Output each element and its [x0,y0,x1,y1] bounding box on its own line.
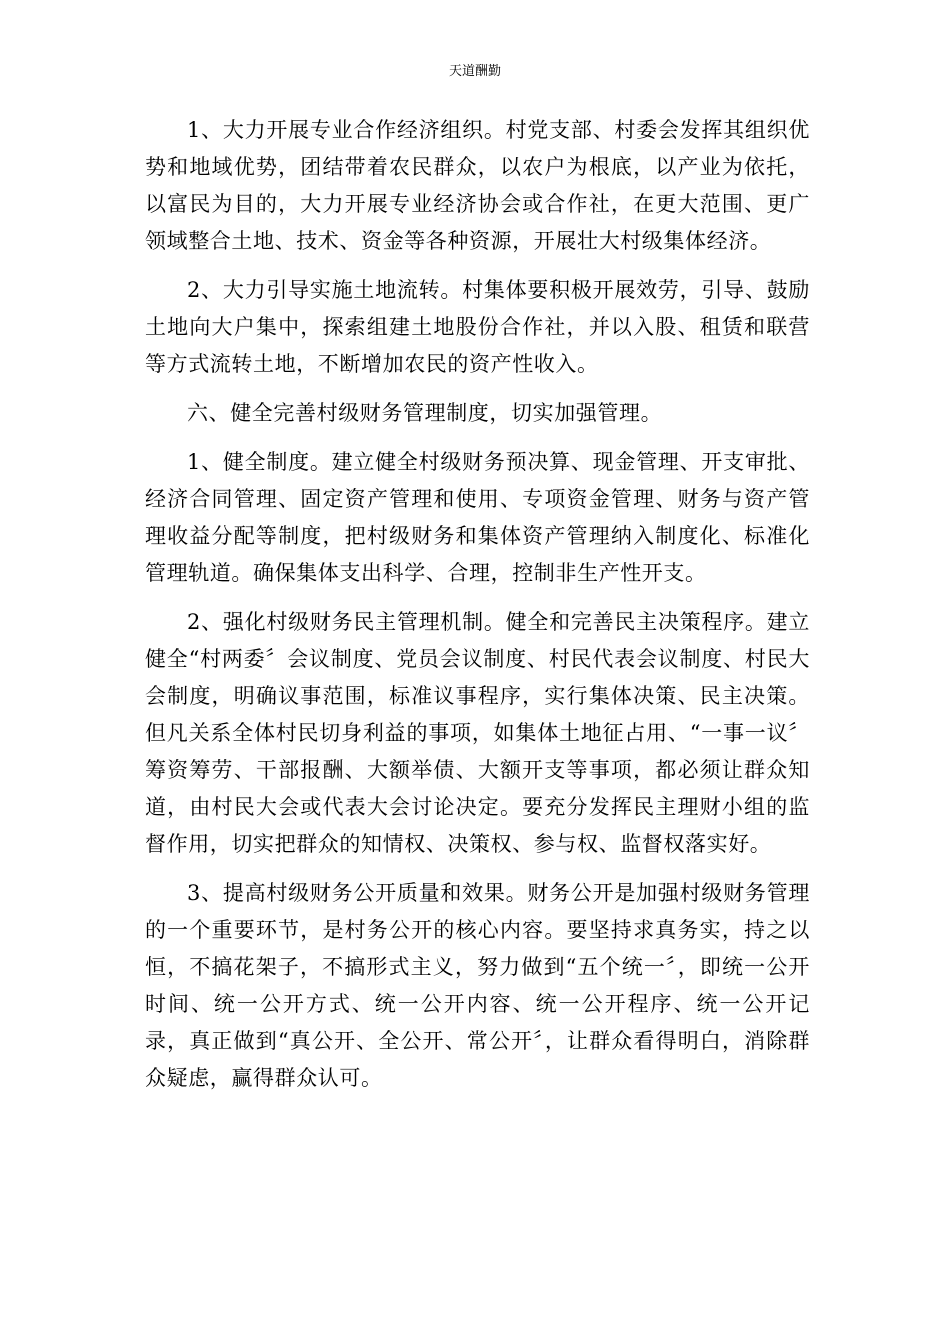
paragraph-5: 3、提高村级财务公开质量和效果。财务公开是加强村级财务管理的一个重要环节，是村务公开的核心内容。要坚持求真务实，持之以恒，不搞花架子，不搞形式主义，努力做到“五个统一〞，即统一公开时间、统一公开方式、统一公开内容、统一公开程序、统一公开记录，真正做到“真公开、全公开、常公开〞，让群众看得明白，消除群众疑虑，赢得群众认可。 [145,881,810,1090]
paragraph-2: 2、大力引导实施土地流转。村集体要积极开展效劳，引导、鼓励土地向大户集中，探索组建土地股份合作社，并以入股、租赁和联营等方式流转土地，不断增加农民的资产性收入。 [145,278,810,376]
paragraph-3: 1、健全制度。建立健全村级财务预决算、现金管理、开支审批、经济合同管理、固定资产管理和使用、专项资金管理、财务与资产管理收益分配等制度，把村级财务和集体资产管理纳入制度化、标准化管理轨道。确保集体支出科学、合理，控制非生产性开支。 [145,450,810,585]
paragraph-1: 1、大力开展专业合作经济组织。村党支部、村委会发挥其组织优势和地域优势，团结带着农民群众，以农户为根底，以产业为依托，以富民为目的，大力开展专业经济协会或合作社，在更大范围、更广领域整合土地、技术、资金等各种资源，开展壮大村级集体经济。 [145,118,810,253]
document-body [145,112,810,1109]
paragraph-4: 2、强化村级财务民主管理机制。健全和完善民主决策程序。建立健全“村两委〞会议制度、党员会议制度、村民代表会议制度、村民大会制度，明确议事范围，标准议事程序，实行集体决策、民主决策。但凡关系全体村民切身利益的事项，如集体土地征占用、“一事一议〞筹资筹劳、干部报酬、大额举债、大额开支等事项，都必须让群众知道，由村民大会或代表大会讨论决定。要充分发挥民主理财小组的监督作用，切实把群众的知情权、决策权、参与权、监督权落实好。 [145,610,810,856]
page-header: 天道酬勤 [448,64,501,79]
section-heading-6: 六、健全完善村级财务管理制度，切实加强管理。 [187,401,663,425]
